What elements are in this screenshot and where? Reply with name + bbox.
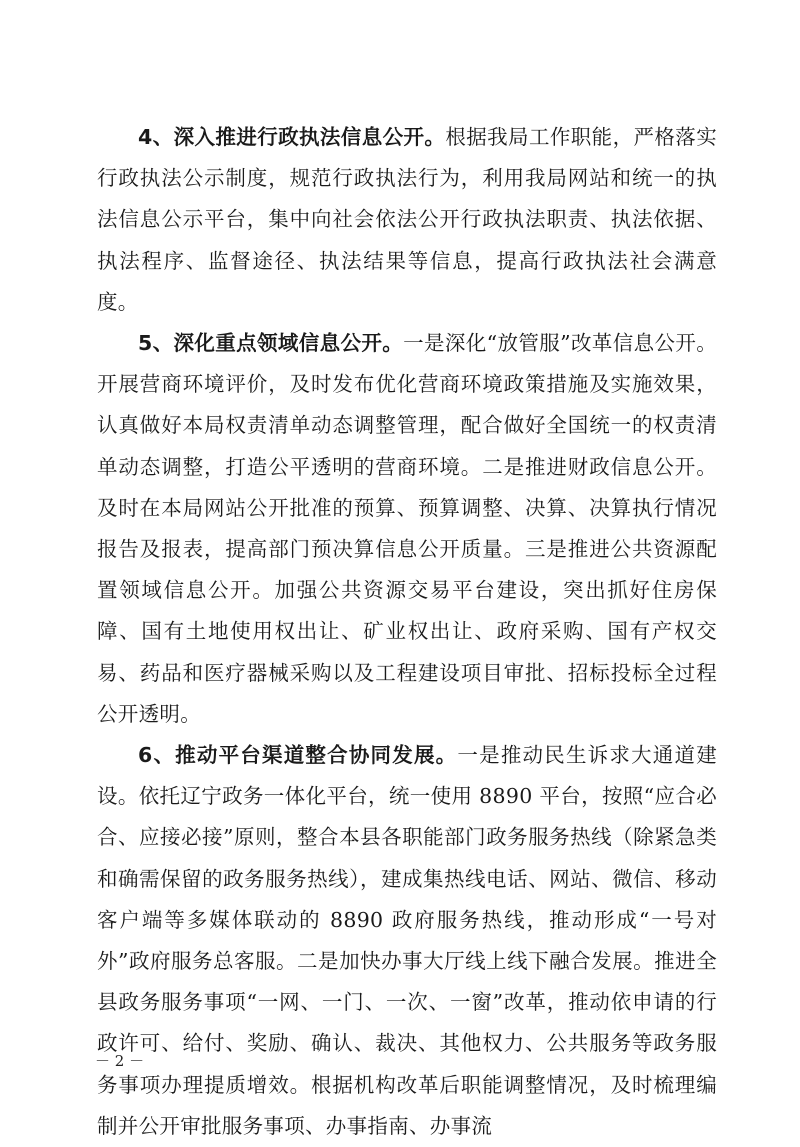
paragraph-5 [97, 323, 717, 735]
paragraph-4 [97, 117, 717, 323]
paragraph-6-text: 一是推动民生诉求大通道建设。依托辽宁政务一体化平台，统一使用 8890 平台，按照“应合必合、应接必接”原则，整合本县各职能部门政务服务热线（除紧急类和确需保留的政务服务热线），建成集热线电话、网站、微信、移动客户端等多媒体联动的 8890 政府服务热线，推动形成“一号对外”政府服务总客服。二是加快办事大厅线上线下融合发展。推进全县政务服务事项“一网、一门、一次、一窗”改革，推动依申请的行政许可、给付、奖励、确认、裁决、其他权力、公共服务等政务服务事项办理提质增效。根据机构改革后职能调整情况，及时梳理编制并公开审批服务事项、办事指南、办事流 [97, 743, 718, 1138]
paragraph-6 [97, 735, 717, 1147]
document-body [97, 117, 717, 1147]
paragraph-5-text: 一是深化“放管服”改革信息公开。开展营商环境评价，及时发布优化营商环境政策措施及实施效果，认真做好本局权责清单动态调整管理，配合做好全国统一的权责清单动态调整，打造公平透明的营商环境。二是推进财政信息公开。及时在本局网站公开批准的预算、预算调整、决算、决算执行情况报告及报表，提高部门预决算信息公开质量。三是推进公共资源配置领域信息公开。加强公共资源交易平台建设，突出抓好住房保障、国有土地使用权出让、矿业权出让、政府采购、国有产权交易、药品和医疗器械采购以及工程建设项目审批、招标投标全过程公开透明。 [97, 331, 717, 726]
paragraph-5-heading: 5、深化重点领域信息公开。 [138, 331, 404, 356]
paragraph-4-text: 根据我局工作职能，严格落实行政执法公示制度，规范行政执法行为，利用我局网站和统一的执法信息公示平台，集中向社会依法公开行政执法职责、执法依据、执法程序、监督途径、执法结果等信息，提高行政执法社会满意度。 [97, 125, 717, 314]
page-number: － 2 － [95, 1052, 145, 1070]
paragraph-6-heading: 6、推动平台渠道整合协同发展。 [138, 743, 458, 768]
paragraph-4-heading: 4、深入推进行政执法信息公开。 [138, 125, 446, 149]
